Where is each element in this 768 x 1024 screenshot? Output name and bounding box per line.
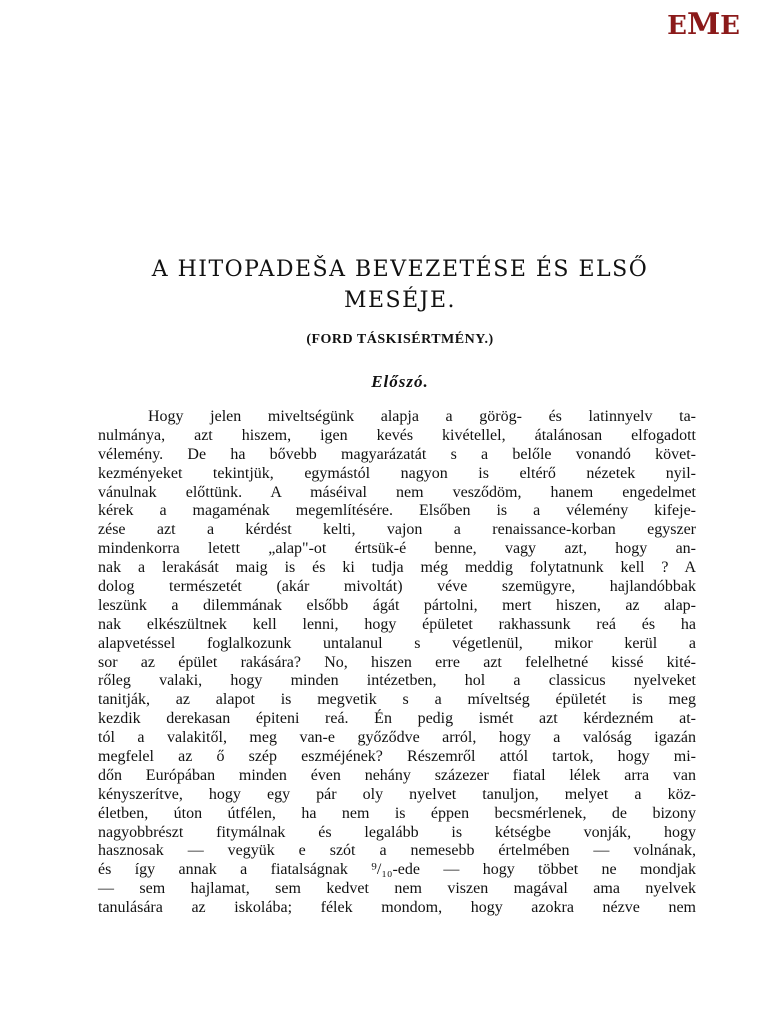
body-line: sor az épület rakására? No, hiszen erre azt felelhetné kissé kité-	[98, 653, 696, 671]
body-line: tanitják, az alapot is megvetik s a míveltség épületét is meg	[98, 691, 696, 709]
body-line: nak a lerakását maig is és ki tudja még meddig folytatnunk kell ? A	[98, 559, 696, 577]
article-title-line-2: MESÉJE.	[343, 288, 457, 313]
body-line: nagyobbrészt fitymálnak és legalább is kétségbe vonják, hogy	[98, 823, 696, 841]
article-title	[90, 254, 710, 316]
body-line: hasznosak — vegyük e szót a nemesebb értelmében — volnának,	[98, 842, 696, 860]
body-line: dőn Európában minden éven nehány százezer fiatal lélek arra van	[98, 766, 696, 784]
eme-logo	[667, 7, 740, 42]
body-line: vélemény. De ha bővebb magyarázatát s a belőle vonandó követ-	[98, 445, 696, 463]
body-line: életben, úton útfélen, ha nem is éppen becsmérlenek, de bizony	[98, 804, 696, 822]
body-line: leszünk a dilemmának elsőbb ágát pártolni, mert hiszen, az alap-	[98, 596, 696, 614]
body-line: tól a valakitől, meg van-e győződve arról, hogy a valóság igazán	[98, 729, 696, 747]
body-line: dolog természetét (akár mivoltát) véve szemügyre, hajlandóbbak	[98, 578, 696, 596]
body-line: kezményeket tekintjük, egymástól nagyon is eltérő nézetek nyil-	[98, 464, 696, 482]
body-line: megfelel az ő szép eszméjének? Részemről attól tartok, hogy mi-	[98, 748, 696, 766]
body-line: és így annak a fiatalságnak ⁹/₁₀-ede — hogy többet ne mondjak	[98, 861, 696, 879]
article-subtitle: (FORD TÁSKISÉRTMÉNY.)	[306, 332, 494, 347]
body-line: Hogy jelen miveltségünk alapja a görög- és latinnyelv ta-	[148, 408, 696, 425]
section-heading: Előszó.	[371, 372, 429, 391]
article-title-line-1: A HITOPADEŠA BEVEZETÉSE ÉS ELSŐ	[151, 257, 649, 282]
logo-letter-m: M	[686, 7, 721, 42]
logo-letter-e2: E	[720, 11, 740, 41]
body-line: kezdik derekasan épiteni reá. Én pedig ismét azt kérdezném at-	[98, 710, 696, 728]
body-line: kényszerítve, hogy egy pár oly nyelvet tanuljon, melyet a köz-	[98, 785, 696, 803]
logo-letter-e1: E	[667, 11, 687, 41]
body-line: alapvetéssel foglalkozunk untalanul s végetlenül, mikor kerül a	[98, 634, 696, 652]
body-line: mindenkorra letett „alap"-ot értsük-é benne, vagy azt, hogy an-	[98, 540, 696, 558]
body-line: — sem hajlamat, sem kedvet nem viszen magával ama nyelvek	[98, 880, 696, 898]
body-line: vánulnak előttünk. A máséival nem vesződöm, hanem engedelmet	[98, 483, 696, 501]
body-text	[98, 408, 696, 918]
body-line: rőleg valaki, hogy minden intézetben, hol a classicus nyelveket	[98, 672, 696, 690]
body-line: nulmánya, azt hiszem, igen kevés kivétellel, átalánosan elfogadott	[98, 426, 696, 444]
body-line: zése azt a kérdést kelti, vajon a renaissance-korban egyszer	[98, 521, 696, 539]
body-line: nak elkészültnek kell lenni, hogy épületet rakhassunk reá és ha	[98, 615, 696, 633]
body-line: kérek a magaménak megemlítésére. Elsőben is a vélemény kifeje-	[98, 502, 696, 520]
body-line: tanulására az iskolába; félek mondom, hogy azokra nézve nem	[98, 899, 696, 917]
